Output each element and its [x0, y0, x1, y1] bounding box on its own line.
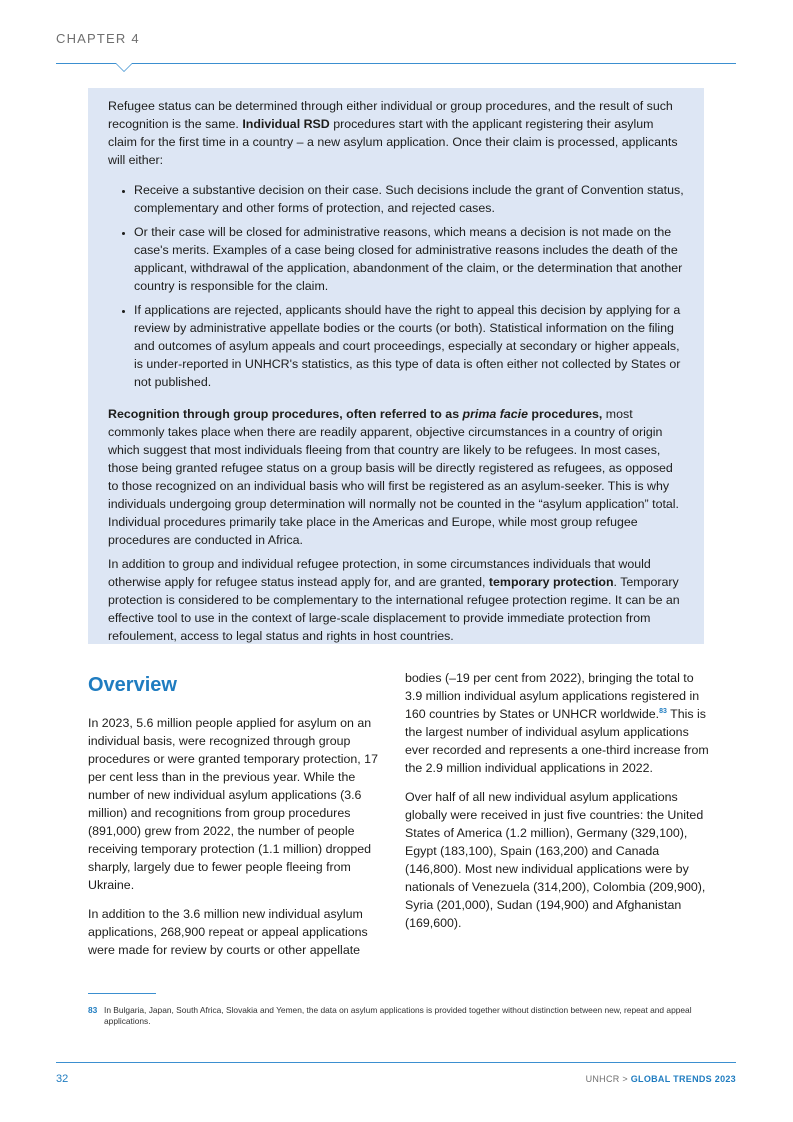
info-box	[88, 88, 704, 644]
footnote-text: In Bulgaria, Japan, South Africa, Slovakia and Yemen, the data on asylum applications is provided together without distinction between new, repeat and appeal applications.	[104, 1005, 692, 1026]
box-paragraph-3: In addition to group and individual refugee protection, in some circumstances individuals that would otherwise apply for refugee status instead apply for, and are granted, temporary protection. Temporary protection is considered to be complementary to the international refugee protection regime. It can be an effective tool to use in the context of large-scale displacement to provide immediate protection from refoulement, access to legal status and rights in host countries.	[108, 557, 680, 643]
chapter-label: CHAPTER 4	[56, 31, 140, 46]
term-individual-rsd: Individual RSD	[242, 117, 330, 131]
report-title: UNHCR > GLOBAL TRENDS 2023	[585, 1074, 736, 1084]
header-notch-inner	[116, 63, 132, 71]
page-number: 32	[56, 1073, 69, 1085]
overview-paragraph: Over half of all new individual asylum applications globally were received in just five countries: the United States of America (1.2 million), Germany (329,100), Egypt (183,100), Spain (163,200) and Canada (146,800). Most new individual applications were by nationals of Venezuela (314,200), Colombia (209,900), Syria (201,000), Sudan (194,900) and Afghanistan (169,600).	[405, 790, 706, 930]
header-rule	[56, 63, 736, 64]
term-temporary-protection: temporary protection	[488, 575, 614, 589]
bullet-item: • If applications are rejected, applicants should have the right to appeal this decision by applying for a review by administrative appellate bodies or the courts (or both). Statistical information on the filing and outcomes of asylum appeals and court proceedings, especially at secondary or higher appeals, is under-reported in UNHCR's statistics, as this type of data is often either not collected by States or not published.	[134, 301, 684, 391]
footer-rule	[56, 1062, 736, 1063]
right-column	[405, 669, 710, 943]
footnote-number: 83	[88, 1005, 98, 1015]
overview-paragraph: In addition to the 3.6 million new individual asylum applications, 268,900 repeat or appeal applications were made for review by courts or other appellate	[88, 907, 368, 957]
footnote-rule	[88, 993, 156, 994]
footnote	[88, 1005, 708, 1027]
overview-paragraph: bodies (–19 per cent from 2022), bringing the total to 3.9 million individual asylum applications registered in 160 countries by States or UNHCR worldwide.$^{83}$ This is the largest number of individual asylum applications ever recorded and represents a one-third increase from the 2.9 million individual applications in 2022.	[405, 671, 709, 775]
box-paragraph-2: Recognition through group procedures, often referred to as prima facie procedures, most commonly takes place when there are readily apparent, objective circumstances in a country of origin which suggest that most individuals fleeing from that country are likely to be refugees. In most cases, those being granted refugee status on a group basis will be directly registered as refugees, as opposed to those recognized on an individual basis who will first be registered as an asylum-seeker. This is why individuals undergoing group determination will normally not be counted in the “asylum application” total. Individual procedures primarily take place in the Americas and Europe, while most group refugee procedures are conducted in Africa.	[108, 407, 679, 547]
overview-heading: Overview	[88, 674, 177, 696]
left-column	[88, 714, 388, 970]
overview-paragraph: In 2023, 5.6 million people applied for asylum on an individual basis, were recognized through group procedures or were granted temporary protection, 17 per cent less than in the previous year. While the number of new individual asylum applications (3.6 million) and recognitions from group procedures (891,000) grew from 2022, the number of people receiving temporary protection (1.1 million) dropped sharply, largely due to fewer people fleeing from Ukraine.	[88, 716, 378, 892]
bullet-item: • Receive a substantive decision on their case. Such decisions include the grant of Convention status, complementary and other forms of protection, and rejected cases.	[134, 181, 684, 217]
bullet-item: • Or their case will be closed for administrative reasons, which means a decision is not made on the case's merits. Examples of a case being closed for administrative reasons includes the death of the applicant, withdrawal of the application, abandonment of the claim, or the determination that another country is responsible for the claim.	[134, 223, 684, 295]
box-paragraph-1: Refugee status can be determined through either individual or group procedures, and the result of such recognition is the same. Individual RSD procedures start with the applicant registering their asylum claim for the first time in a country – a new asylum application. Once their claim is processed, applicants will either:	[108, 99, 678, 167]
box-bullet-list	[108, 181, 684, 391]
footnote-reference[interactable]: 83	[659, 707, 667, 715]
